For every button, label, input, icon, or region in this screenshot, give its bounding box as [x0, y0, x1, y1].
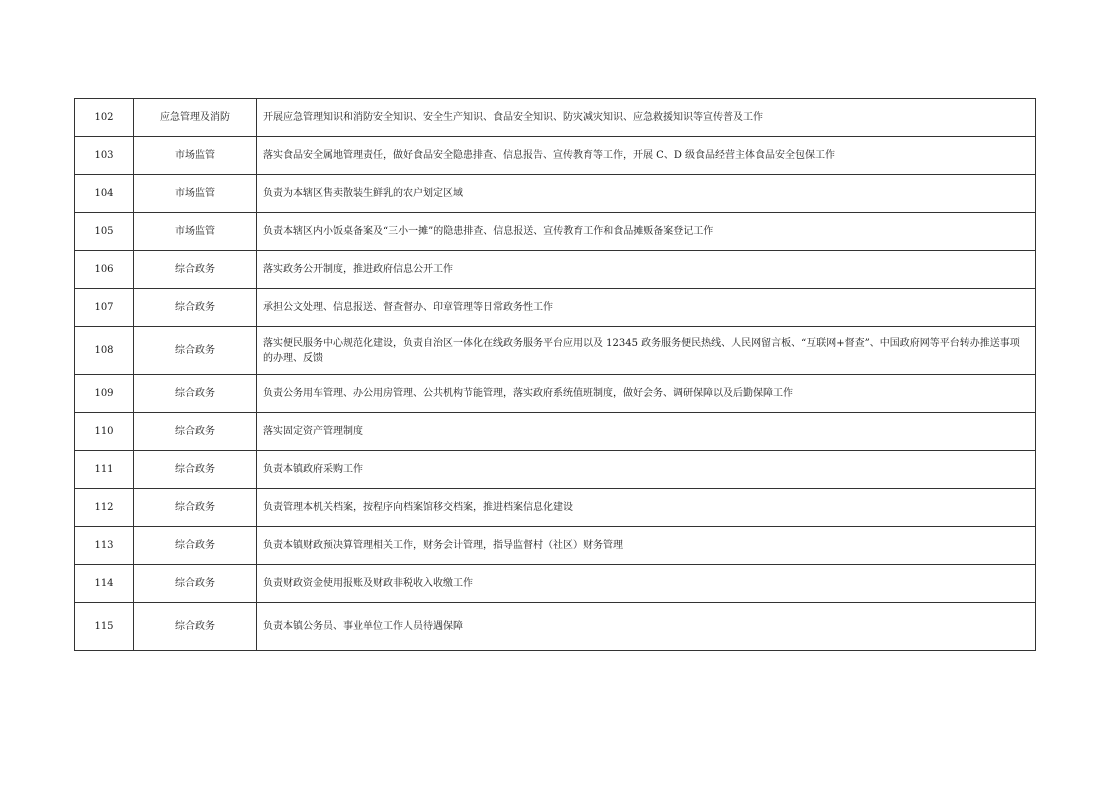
row-duty: 落实食品安全属地管理责任，做好食品安全隐患排查、信息报告、宣传教育等工作，开展 C、D 级食品经营主体食品安全包保工作 — [257, 137, 1036, 175]
row-number: 113 — [75, 527, 134, 565]
row-number: 111 — [75, 451, 134, 489]
row-category: 综合政务 — [134, 375, 257, 413]
row-category: 综合政务 — [134, 413, 257, 451]
row-number: 104 — [75, 175, 134, 213]
table-row — [75, 489, 1036, 527]
row-duty: 落实便民服务中心规范化建设，负责自治区一体化在线政务服务平台应用以及 12345 政务服务便民热线、人民网留言板、“互联网+督查”、中国政府网等平台转办推送事项的办理、反馈 — [257, 327, 1036, 375]
table-row — [75, 213, 1036, 251]
table-row — [75, 565, 1036, 603]
row-duty: 负责财政资金使用报账及财政非税收入收缴工作 — [257, 565, 1036, 603]
table-row — [75, 289, 1036, 327]
row-duty: 负责本辖区内小饭桌备案及“三小一摊”的隐患排查、信息报送、宣传教育工作和食品摊贩备案登记工作 — [257, 213, 1036, 251]
table-row — [75, 137, 1036, 175]
row-number: 109 — [75, 375, 134, 413]
table-row — [75, 603, 1036, 651]
row-duty: 负责本镇政府采购工作 — [257, 451, 1036, 489]
row-duty: 负责为本辖区售卖散装生鲜乳的农户划定区域 — [257, 175, 1036, 213]
row-category: 综合政务 — [134, 327, 257, 375]
row-category: 综合政务 — [134, 603, 257, 651]
row-number: 110 — [75, 413, 134, 451]
table-row — [75, 99, 1036, 137]
row-category: 综合政务 — [134, 289, 257, 327]
table-row — [75, 451, 1036, 489]
row-category: 综合政务 — [134, 527, 257, 565]
row-category: 综合政务 — [134, 489, 257, 527]
row-category: 市场监管 — [134, 213, 257, 251]
table-row — [75, 527, 1036, 565]
row-number: 106 — [75, 251, 134, 289]
row-number: 102 — [75, 99, 134, 137]
table-row — [75, 251, 1036, 289]
row-duty: 负责本镇公务员、事业单位工作人员待遇保障 — [257, 603, 1036, 651]
row-number: 105 — [75, 213, 134, 251]
table-row — [75, 175, 1036, 213]
row-number: 115 — [75, 603, 134, 651]
row-number: 108 — [75, 327, 134, 375]
row-category: 综合政务 — [134, 251, 257, 289]
row-duty: 开展应急管理知识和消防安全知识、安全生产知识、食品安全知识、防灾减灾知识、应急救援知识等宣传普及工作 — [257, 99, 1036, 137]
row-number: 103 — [75, 137, 134, 175]
row-category: 应急管理及消防 — [134, 99, 257, 137]
table-row — [75, 327, 1036, 375]
row-duty: 落实固定资产管理制度 — [257, 413, 1036, 451]
duty-table — [74, 98, 1036, 651]
row-category: 市场监管 — [134, 137, 257, 175]
row-category: 市场监管 — [134, 175, 257, 213]
row-duty: 负责公务用车管理、办公用房管理、公共机构节能管理，落实政府系统值班制度，做好会务、调研保障以及后勤保障工作 — [257, 375, 1036, 413]
row-number: 114 — [75, 565, 134, 603]
row-duty: 承担公文处理、信息报送、督查督办、印章管理等日常政务性工作 — [257, 289, 1036, 327]
row-number: 112 — [75, 489, 134, 527]
row-duty: 负责本镇财政预决算管理相关工作，财务会计管理，指导监督村（社区）财务管理 — [257, 527, 1036, 565]
row-category: 综合政务 — [134, 565, 257, 603]
row-duty: 落实政务公开制度，推进政府信息公开工作 — [257, 251, 1036, 289]
row-category: 综合政务 — [134, 451, 257, 489]
table-row — [75, 413, 1036, 451]
table-row — [75, 375, 1036, 413]
row-number: 107 — [75, 289, 134, 327]
row-duty: 负责管理本机关档案，按程序向档案馆移交档案，推进档案信息化建设 — [257, 489, 1036, 527]
